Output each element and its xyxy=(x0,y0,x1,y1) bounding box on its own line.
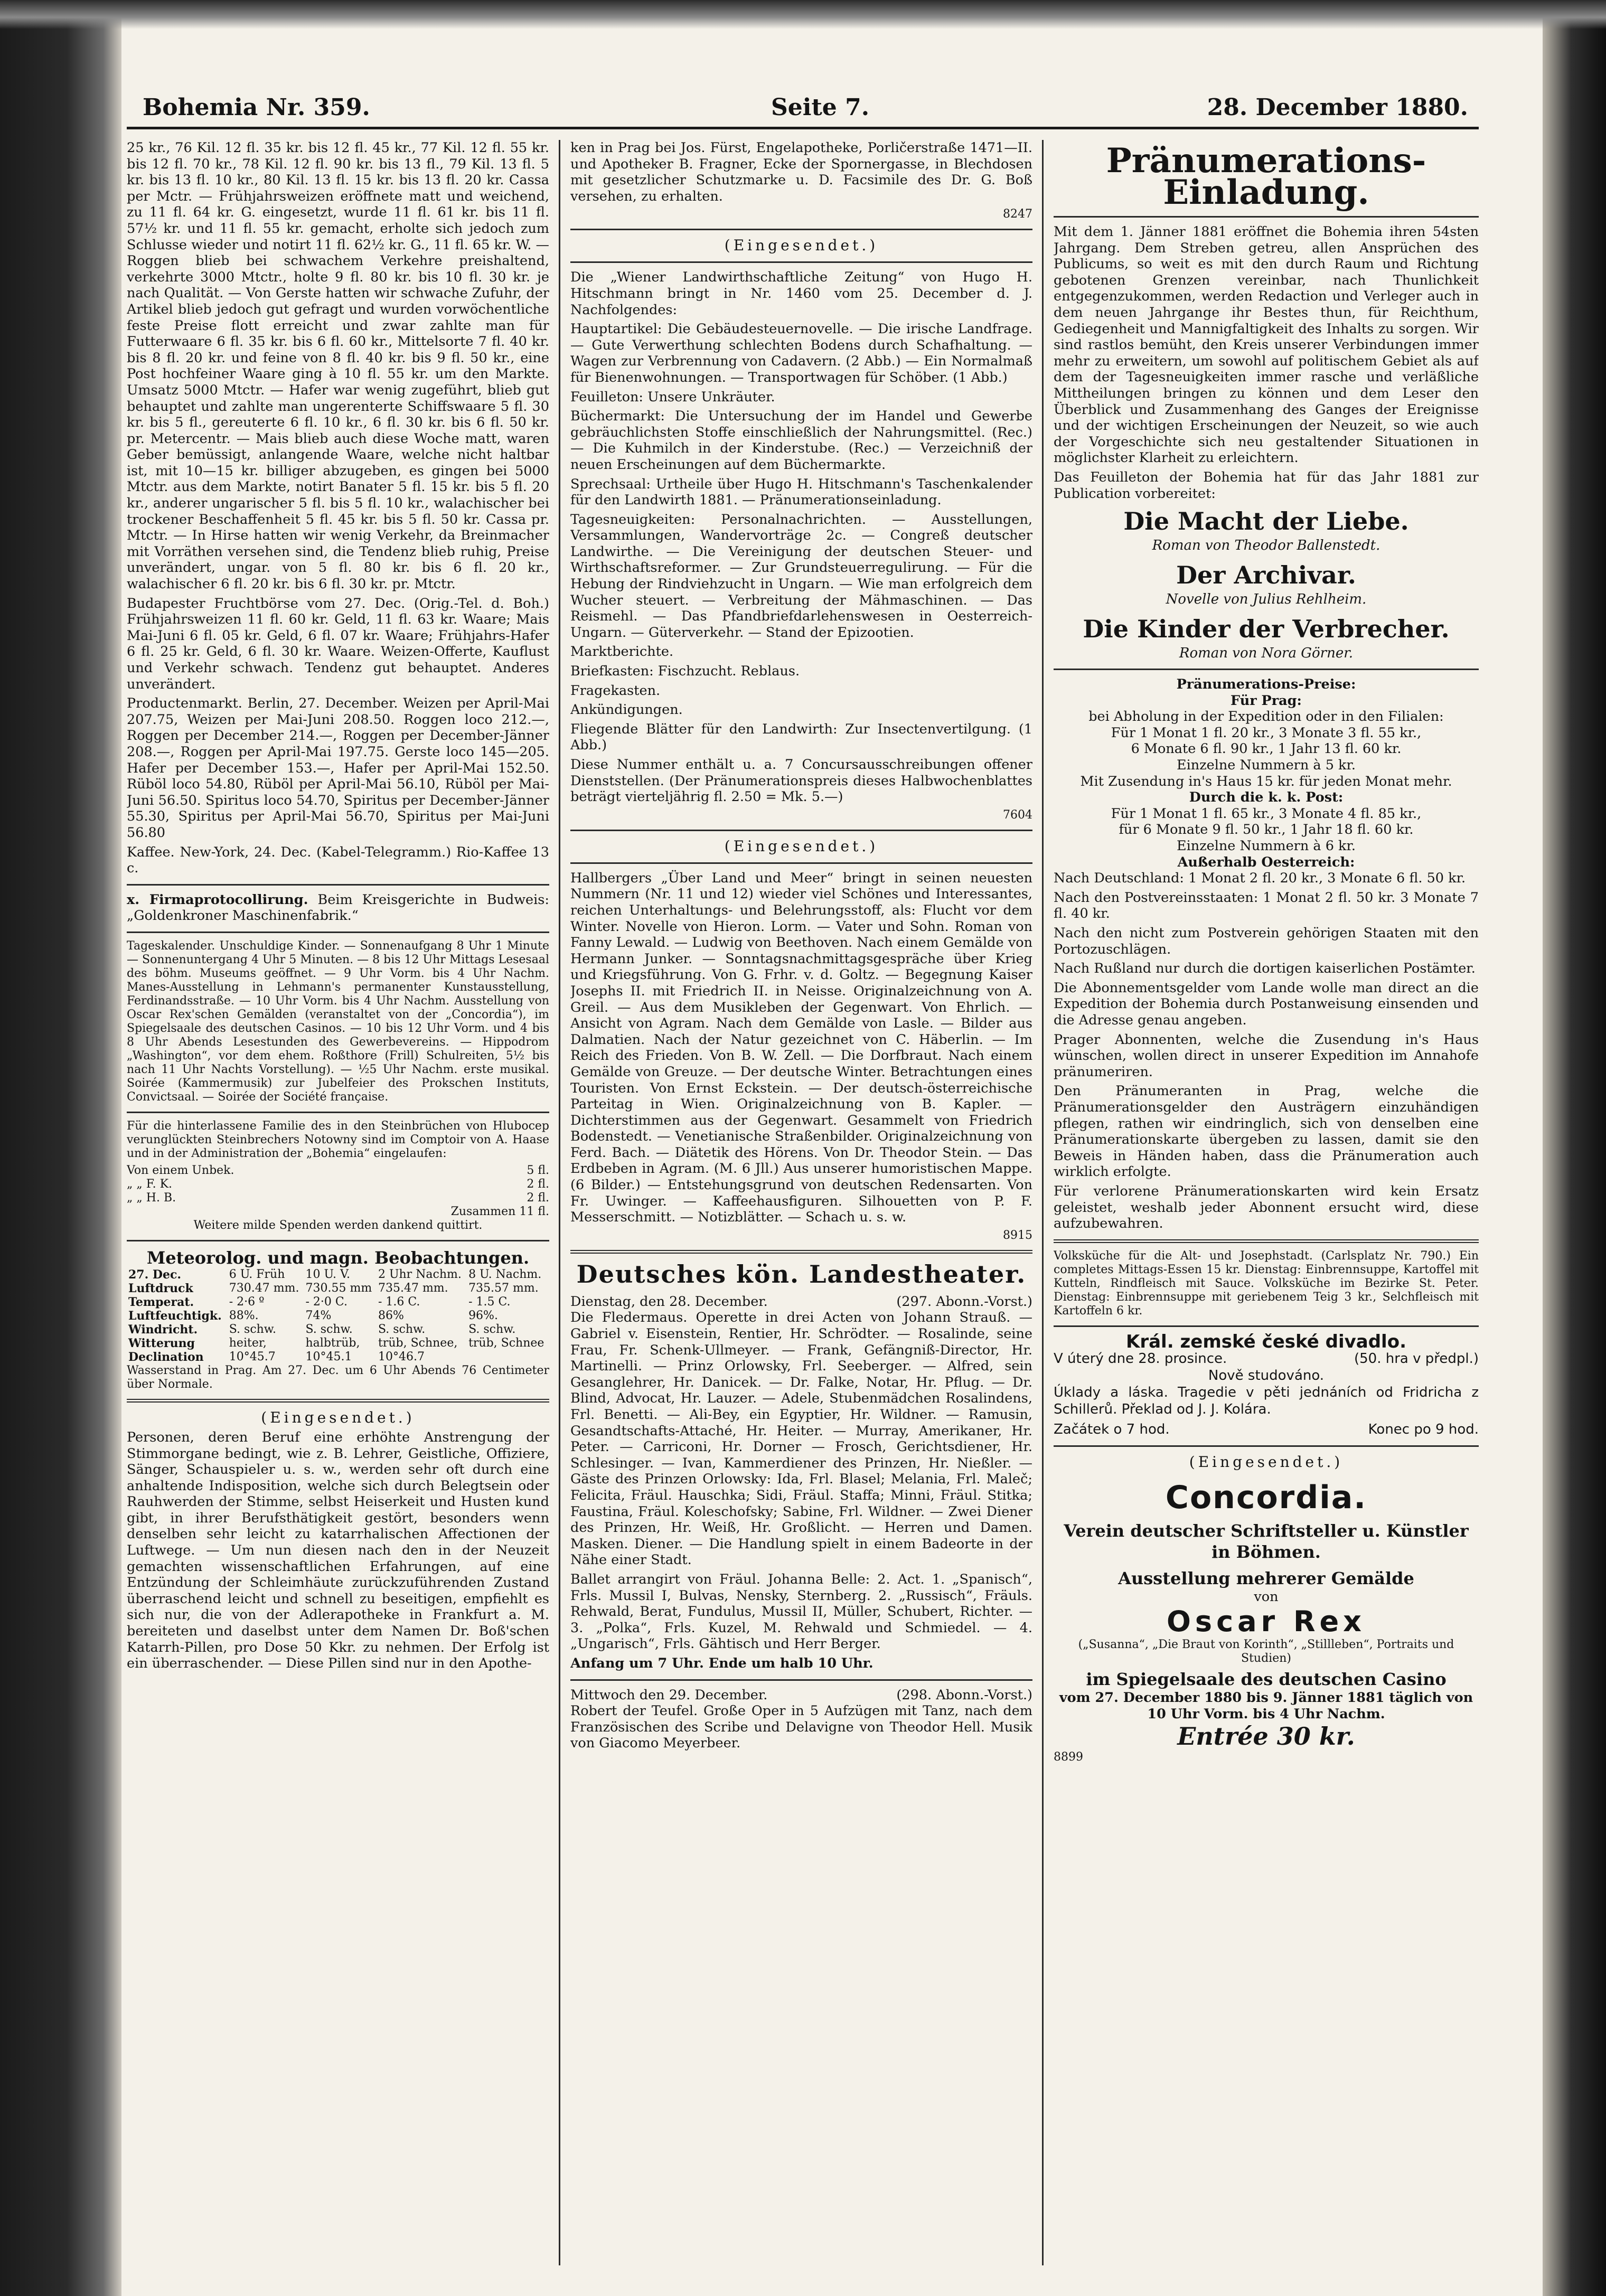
list-item: Diese Nummer enthält u. a. 7 Concursausschreibungen offener Dienststellen. (Der Pränumerationspreis dieses Halbwochenblattes beträgt vierteljährig fl. 2.50 = Mk. 5.—) xyxy=(570,757,1032,805)
fuer-prag: Für Prag: xyxy=(1231,692,1302,709)
divider xyxy=(1054,1325,1479,1327)
czech-nove: Nově studováno. xyxy=(1208,1367,1325,1384)
novel-author: Roman von Theodor Ballenstedt. xyxy=(1152,538,1380,554)
notice-paragraph: Für verlorene Pränumerationskarten wird kein Ersatz geleistet, weshalb jeder Abonnent ersucht wird, diese aufzubewahren. xyxy=(1054,1183,1479,1232)
price-line: Nach den Postvereinsstaaten: 1 Monat 2 fl. 50 kr. 3 Monate 7 fl. 40 kr. xyxy=(1054,889,1479,922)
column-3 xyxy=(1054,140,1479,2265)
price-line: Einzelne Nummern à 5 kr. xyxy=(1177,757,1356,774)
theater-next-row xyxy=(570,1687,1032,1704)
verein-line: Verein deutscher Schriftsteller u. Künstler in Böhmen. xyxy=(1064,1520,1469,1562)
theater-abonn: (297. Abonn.-Vorst.) xyxy=(896,1293,1032,1310)
spiegelsaal-line: im Spiegelsaale des deutschen Casino xyxy=(1086,1669,1447,1690)
abonnement-notes xyxy=(1054,980,1479,1232)
price-line: Nach den nicht zum Postverein gehörigen Staaten mit den Portozuschlägen. xyxy=(1054,925,1479,957)
list-item: Hauptartikel: Die Gebäudesteuernovelle. — Die irische Landfrage. — Gute Verwerthung schlechten Bodens durch Schafhaltung. — Wagen zur Verbrennung von Cadavern. (2 Abb.) — Ein Normalmaß für Bienenwohnungen. — Transportwagen für Schöber. (1 Abb.) xyxy=(570,321,1032,385)
fledermaus-cast: Die Fledermaus. Operette in drei Acten von Johann Strauß. — Gabriel v. Eisenstein, Rentier, Hr. Schrödter. — Rosalinde, seine Frau, Fr. Schenk-Ullmeyer. — Frank, Gefängniß-Director, Hr. Martinelli. — Prinz Orlowsky, Frl. Seeberger. — Alfred, sein Gesanglehrer, Hr. Danicek. — Dr. Falke, Notar, Hr. Pflug. — Dr. Blind, Advocat, Hr. Lauzer. — Adele, Stubenmädchen Rosalindens, Frl. Benetti. — Ali-Bey, ein Egyptier, Hr. Wildner. — Ramusin, Gesandtschafts-Attaché, Hr. Heiter. — Murray, Amerikaner, Hr. Peter. — Carriconi, Hr. Dorner — Frosch, Gerichtsdiener, Hr. Schlesinger. — Ivan, Kammerdiener des Prinzen, Hr. Nießler. — Gäste des Prinzen Orlowsky: Ida, Frl. Blasel; Melania, Frl. Maleč; Felicita, Fräul. Hauschka; Sidi, Fräul. Staffa; Minni, Fräul. Stitka; Faustina, Fräul. Koleschofsky; Sabine, Frl. Wildner. — Zwei Diener des Prinzen, Hr. Weiß, Hr. Großlicht. — Herren und Damen. Masken. Diener. — Die Handlung spielt in einem Badeorte in der Nähe einer Stadt. xyxy=(570,1310,1032,1568)
price-line: Einzelne Nummern à 6 kr. xyxy=(1177,838,1356,854)
list-item: Feuilleton: Unsere Unkräuter. xyxy=(570,389,775,405)
table-row: 27. Dec. 6 U. Früh 10 U. V. 2 Uhr Nachm. 8 U. Nachm. xyxy=(128,1267,542,1282)
list-item: Fliegende Blätter für den Landwirth: Zur Insectenvertilgung. (1 Abb.) xyxy=(570,721,1032,754)
price-line: 6 Monate 6 fl. 90 kr., 1 Jahr 13 fl. 60 kr. xyxy=(1131,741,1402,757)
market-paragraph: Productenmarkt. Berlin, 27. December. Weizen per April-Mai 207.75, Weizen per Mai-Juni 208.50. Roggen loco 212.—, Roggen per December 214.—, Roggen per December-Jänner 208.—, Roggen per April-Mai 197.75. Gerste loco 145—205. Hafer per December 153.—, Hafer per April-Mai 152.50. Rüböl loco 54.80, Rüböl per April-Mai 56.10, Rüböl per Mai-Juni 56.50. Spiritus loco 54.70, Spiritus per December-Jänner 55.30, Spiritus per April-Mai 56.70, Spiritus per Mai-Juni 56.80 xyxy=(127,695,549,841)
divider xyxy=(570,862,1032,864)
notice-paragraph: Den Pränumeranten in Prag, welche die Pränumerationsgelder den Austrägern einzuhändigen pflegen, rathen wir eindringlich, sich von denselben eine Pränumerationskarte übergeben zu lassen, damit sie den Beweis in Händen haben, dass die Pränumeration auch wirklich erfolgte. xyxy=(1054,1083,1479,1180)
meteo-table xyxy=(127,1268,549,1364)
price-line: Nach Rußland nur durch die dortigen kaiserlichen Postämter. xyxy=(1054,961,1476,977)
wiener-contents xyxy=(570,321,1032,805)
spenden-list xyxy=(127,1164,549,1232)
praenumeration-intro: Mit dem 1. Jänner 1881 eröffnet die Bohemia ihren 54sten Jahrgang. Dem Streben getreu, allen Ansprüchen des Publicums, so weit es mit den durch Raum und Richtung gebotenen Grenzen vereinbar, nach Thunlichkeit entgegenzukommen, werden Redaction und Verleger auch in dem neuen Jahrgange ihr Bestes thun, für Reichthum, Gediegenheit und Mannigfaltigkeit des Inhalts zu sorgen. Wir sind rastlos bemüht, den Kreis unserer Verbindungen immer mehr zu erweitern, um sowohl auf politischem Gebiet als auf dem der Tagesneuigkeiten immer rasche und verläßliche Mittheilungen bringen zu können und dem Leser den Überblick und Zusammenhang des Ganges der Ereignisse und der wichtigen Erscheinungen der Neuzeit, so wie auch der Vorgeschichte sich neu gestaltender Situationen in möglichster Klarheit zu erleichtern. xyxy=(1054,224,1479,466)
divider xyxy=(127,884,549,886)
czech-theater xyxy=(1054,1333,1479,1438)
table-row: Declination 10°45.7 10°45.1 10°46.7 xyxy=(128,1350,425,1364)
exhibition-dates: vom 27. December 1880 bis 9. Jänner 1881 täglich von 10 Uhr Vorm. bis 4 Uhr Nachm. xyxy=(1059,1690,1473,1722)
pillen-continued: ken in Prag bei Jos. Fürst, Engelapotheke, Porličerstraße 1471—II. und Apotheker B. Fragner, Ecke der Spornergasse, in Blechdosen mit gesetzlicher Schutzmarke u. D. Facsimile des Dr. G. Boß versehen, zu erhalten. xyxy=(570,140,1032,204)
novel-title: Die Macht der Liebe. xyxy=(1123,507,1409,536)
price-line: Mit Zusendung in's Haus 15 kr. für jeden Monat mehr. xyxy=(1080,773,1452,789)
ballet-cast: Ballet arrangirt von Fräul. Johanna Belle: 2. Act. 1. „Spanisch“, Frls. Mussil I, Bulvas, Nensky, Sternberg. 2. „Russisch“, Fräuls. Rehwald, Berat, Fundulus, Mussil II, Müller, Schubert, Richter. — 3. „Polka“, Frls. Kuzel, M. Rehwald und Schmiedel. — 4. „Ungarisch“, Frls. Gähtisch und Herr Berger. xyxy=(570,1571,1032,1652)
list-item: Fragekasten. xyxy=(570,682,661,699)
issue-date: 28. December 1880. xyxy=(1207,94,1468,121)
prag-prices xyxy=(1054,709,1479,789)
masthead-issue: Bohemia Nr. 359. xyxy=(143,94,370,121)
concordia-title: Concordia. xyxy=(1165,1479,1367,1516)
von-line: von xyxy=(1254,1588,1279,1605)
column-2 xyxy=(570,140,1032,2265)
divider xyxy=(127,1112,549,1113)
spenden-total: Zusammen 11 fl. xyxy=(450,1205,549,1218)
wiener-intro: Die „Wiener Landwirthschaftliche Zeitung“ von Hugo H. Hitschmann bringt in Nr. 1460 vom 25. December d. J. Nachfolgendes: xyxy=(570,269,1032,318)
list-item: Ankündigungen. xyxy=(570,702,683,718)
novel-author: Roman von Nora Görner. xyxy=(1179,645,1354,662)
ad-number: 8899 xyxy=(1054,1751,1083,1764)
works-list: („Susanna“, „Die Braut von Korinth“, „Stillleben“, Portraits und Studien) xyxy=(1078,1638,1454,1665)
theater-next-abonn: (298. Abonn.-Vorst.) xyxy=(896,1687,1032,1703)
robert-der-teufel: Robert der Teufel. Große Oper in 5 Aufzügen mit Tanz, nach dem Französischen des Scribe und Delavigne von Theodor Hell. Musik von Giacomo Meyerbeer. xyxy=(570,1703,1032,1752)
price-line: bei Abholung in der Expedition oder in den Filialen: xyxy=(1088,709,1444,725)
table-row: Luftfeuchtigk. 88%. 74% 86% 96%. xyxy=(128,1309,498,1323)
praenumeration-title: Pränumerations-Einladung. xyxy=(1106,141,1426,212)
divider xyxy=(127,1240,549,1241)
firma-text: Beim Kreisgerichte in Budweis: „Goldenkroner Maschinenfabrik.“ xyxy=(127,891,549,924)
czech-times: Začátek o 7 hod. Konec po 9 hod. xyxy=(1054,1421,1479,1437)
list-item: Marktberichte. xyxy=(570,644,674,660)
scan-edge-top xyxy=(0,0,1606,29)
divider xyxy=(570,229,1032,230)
list-item: Sprechsaal: Urtheile über Hugo H. Hitschmann's Taschenkalender für den Landwirth 1881. — Pränumerationseinladung. xyxy=(570,476,1032,509)
ad-number: 8247 xyxy=(1003,208,1032,221)
list-item: „ „ F. K. 2 fl. xyxy=(127,1177,549,1191)
table-row: Witterung heiter, halbtrüb, trüb, Schnee, trüb, Schnee xyxy=(128,1336,544,1350)
market-paragraph: Budapester Fruchtbörse vom 27. Dec. (Orig.-Tel. d. Boh.) Frühjahrsweizen 11 fl. 60 kr. Geld, 11 fl. 63 kr. Waare; Mais Mai-Juni 6 fl. 05 kr. Geld, 6 fl. 07 kr. Waare; Frühjahrs-Hafer 6 fl. 25 kr. Geld, 6 fl. 30 kr. Waare. Weizen-Offerte, Kauflust und Verkehr schwach. Tendenz gut behauptet. Anderes unverändert. xyxy=(127,595,549,692)
tageskalender: Tageskalender. Unschuldige Kinder. — Sonnenaufgang 8 Uhr 1 Minute — Sonnenuntergang 4 Uhr 5 Minuten. — 8 bis 12 Uhr Mittags Lesesaal des böhm. Museums geöffnet. — 9 Uhr Vorm. bis 4 Uhr Nachm. Manes-Ausstellung in Lehmann's permanenter Kunstausstellung, Ferdinandsstraße. — 10 Uhr Vorm. bis 4 Uhr Nachm. Ausstellung von Oscar Rex'schen Gemälden (veranstaltet von der „Concordia“), im Spiegelsaale des deutschen Casinos. — 10 bis 12 Uhr Vorm. und 4 bis 8 Uhr Abends Lesestunden des Gewerbevereins. — Hippodrom „Washington“, vor dem ehem. Roßthore (Frill) Schulreiten, 5½ bis nach 11 Uhr Nachts Vorstellung). — ½5 Uhr Nachm. erste musikal. Soirée (Kammermusik) zur Jubelfeier des Prokschen Instituts, Convictsaal. — Soirée der Société française. xyxy=(127,939,549,1104)
price-line: Nach Deutschland: 1 Monat 2 fl. 20 kr., 3 Monate 6 fl. 50 kr. xyxy=(1054,870,1466,887)
theater-next-date: Mittwoch den 29. December. xyxy=(570,1687,768,1703)
newspaper-page xyxy=(127,79,1479,2265)
table-row: Luftdruck 730.47 mm. 730.55 mm 735.47 mm. 735.57 mm. xyxy=(128,1281,539,1295)
list-item: Von einem Unbek. 5 fl. xyxy=(127,1163,549,1177)
novel-title: Die Kinder der Verbrecher. xyxy=(1083,615,1450,644)
spenden-intro: Für die hinterlassene Familie des in den Steinbrüchen von Hlubocep verunglückten Steinbrechers Notowny sind im Comptoir von A. Haase und in der Administration der „Bohemia“ eingelaufen: xyxy=(127,1119,549,1160)
divider xyxy=(570,1250,1032,1254)
divider xyxy=(570,261,1032,263)
ausstellung-line: Ausstellung mehrerer Gemälde xyxy=(1118,1568,1414,1588)
theater-title: Deutsches kön. Landestheater. xyxy=(576,1259,1027,1288)
entree-price: Entrée 30 kr. xyxy=(1177,1722,1355,1751)
page-number: Seite 7. xyxy=(771,94,870,121)
theater-date: Dienstag, den 28. December. xyxy=(570,1293,768,1310)
scan-edge-right xyxy=(1543,0,1606,2296)
czech-theater-title: Král. zemské české divadlo. xyxy=(1126,1331,1406,1352)
column-1 xyxy=(127,140,549,2265)
eingesendet-label: (Eingesendet.) xyxy=(724,237,879,255)
table-row: Temperat. - 2·6 º - 2·0 C. - 1.6 C. - 1.5 C. xyxy=(128,1295,511,1309)
column-rule xyxy=(1042,140,1044,2265)
market-paragraph: Kaffee. New-York, 24. Dec. (Kabel-Telegramm.) Rio-Kaffee 13 c. xyxy=(127,844,549,877)
ausser-prices xyxy=(1054,870,1479,977)
ad-number: 7604 xyxy=(1003,808,1032,822)
oscar-rex: Oscar Rex xyxy=(1167,1605,1366,1639)
czech-play: Úklady a láska. Tragedie v pěti jednáních od Fridricha z Schillerů. Překlad od J. J. Kolára. xyxy=(1054,1384,1479,1417)
divider xyxy=(1054,1445,1479,1447)
wasserstand: Wasserstand in Prag. Am 27. Dec. um 6 Uhr Abends 76 Centimeter über Normale. xyxy=(127,1363,549,1391)
divider xyxy=(570,1679,1032,1681)
list-item: Briefkasten: Fischzucht. Reblaus. xyxy=(570,663,800,680)
spenden-note: Weitere milde Spenden werden dankend quittirt. xyxy=(193,1218,483,1232)
market-paragraph: 25 kr., 76 Kil. 12 fl. 35 kr. bis 12 fl. 45 kr., 77 Kil. 12 fl. 55 kr. bis 12 fl. 70 kr., 78 Kil. 12 fl. 90 kr. bis 13 fl., 79 Kil. 13 fl. 5 kr. bis 13 fl. 10 kr., 80 Kil. 13 fl. 15 kr. bis 13 fl. 20 kr. Cassa per Mctr. — Frühjahrsweizen eröffnete matt und weichend, zu 11 fl. 64 kr. G. eingesetzt, wurde 11 fl. 61 kr. bis 11 fl. 57½ kr. und 11 fl. 55 kr. gemacht, erholte sich jedoch zum Schlusse wieder und notirt 11 fl. 62½ kr. G., 11 fl. 65 kr. W. — Roggen blieb bei schwachem Verkehre preishaltend, verkehrte 3000 Mtctr., holte 9 fl. 80 kr. bis 10 fl. 30 kr. je nach Qualität. — Von Gerste hatten wir schwache Zufuhr, der Artikel blieb jedoch gut gefragt und wurden vorwöchentliche feste Preise flott erreicht und zwar zahlte man für Futterwaare 6 fl. 35 kr. bis 6 fl. 60 kr., Mittelsorte 7 fl. 40 kr. bis 8 fl. 20 kr. und feine von 8 fl. 40 kr. bis 9 fl. 50 kr., eine Post hochfeiner Waare ging à 10 fl. 55 kr. um den Markte. Umsatz 5000 Mtctr. — Hafer war wenig zugeführt, blieb gut behauptet und zahlte man ungerenterte Schiffswaare 5 fl. 30 kr. bis 5 fl., gereuterte 6 fl. 10 kr., 6 fl. 30 kr. bis 6 fl. 50 kr. pr. Metercentr. — Mais blieb auch diese Woche matt, waren Geber bemüssigt, anlangende Waare, welche nicht haltbar ist, mit 10—15 kr. billiger abzugeben, es gingen bei 5000 Mtctr. aus dem Markte, notirt Banater 5 fl. 15 kr. bis 5 fl. 20 kr., anderer ungarischer 5 fl. bis 5 fl. 10 kr., walachischer bei trockener Beschaffenheit 5 fl. 45 kr. bis 5 fl. 50 kr. Cassa pr. Mtctr. — In Hirse hatten wir wenig Verkehr, da Breinmacher mit Vorräthen versehen sind, die Tendenz blieb ruhig, Preise unverändert, ungar. von 5 fl. 80 kr. bis 6 fl. 20 kr., walachischer 6 fl. 20 kr. bis 6 fl. 30 kr. pr. Mtctr. xyxy=(127,140,549,592)
notice-paragraph: Prager Abonnenten, welche die Zusendung in's Haus wünschen, wollen direct in unserer Expedition im Annahofe pränumeriren. xyxy=(1054,1031,1479,1080)
hallberger-ad: Hallbergers „Über Land und Meer“ bringt in seinen neuesten Nummern (Nr. 11 und 12) wieder viel Schönes und Interessantes, reichen Unterhaltungs- und Belehrungsstoff, als: Flucht vor dem Winter. Novelle von Hieron. Lorm. — Vater und Sohn. Roman von Fanny Lewald. — Ludwig von Beethoven. Nach einem Gemälde von Hermann Junker. — Sonntagsnachmittagsgespräche über Krieg und Kriegsführung. Von G. Frhr. v. d. Goltz. — Begegnung Kaiser Josephs II. mit Friedrich II. in Neisse. Originalzeichnung von A. Greil. — Aus dem Musikleben der Gegenwart. Von Ehrlich. — Ansicht von Agram. Nach dem Gemälde von Lasle. — Bilder aus Dalmatien. Nach der Natur gezeichnet von C. Häberlin. — Im Reich des Frieden. Von B. W. Zell. — Die Dorfbraut. Nach einem Gemälde von Greuze. — Der deutsche Winter. Betrachtungen eines Touristen. Von Ernst Eckstein. — Der deutsch-österreichische Parteitag in Wien. Originalzeichnung von B. Kapler. — Dichterstimmen aus der Gegenwart. Gesammelt von Friedrich Bodenstedt. — Venetianische Straßenbilder. Originalzeichnung von Ferd. Bach. — Diätetik des Hörens. Von Dr. Theodor Stein. — Das Erdbeben in Agram. (M. 6 Jll.) Aus unserer humoristischen Mappe. (6 Bilder.) — Entstehungsgrund von deutschen Redensarten. Von Fr. Uwinger. — Kaffeehausfiguren. Silhouetten von P. F. Messerschmitt. — Notizblätter. — Schach u. s. w. xyxy=(570,870,1032,1226)
novel-author: Novelle von Julius Rehlheim. xyxy=(1166,591,1367,608)
price-line: Für 1 Monat 1 fl. 65 kr., 3 Monate 4 fl. 85 kr., xyxy=(1111,805,1422,822)
column-rule xyxy=(559,140,560,2265)
ad-number: 8915 xyxy=(1003,1228,1032,1242)
divider xyxy=(1054,1239,1479,1243)
divider xyxy=(127,931,549,933)
eingesendet-label: (Eingesendet.) xyxy=(1189,1453,1344,1471)
post-title: Durch die k. k. Post: xyxy=(1189,789,1344,806)
eingesendet-label: (Eingesendet.) xyxy=(261,1408,415,1426)
running-head xyxy=(127,79,1479,129)
list-item: Büchermarkt: Die Untersuchung der im Handel und Gewerbe gebräuchlichsten Stoffe einschließlich der Nahrungsmittel. (Rec.) — Die Kuhmilch in der Kinderstube. (Rec.) — Verzeichniß der neuen Erscheinungen auf dem Büchermarkte. xyxy=(570,408,1032,473)
list-item: „ „ H. B. 2 fl. xyxy=(127,1191,549,1205)
list-item: Tagesneuigkeiten: Personalnachrichten. — Ausstellungen, Versammlungen, Wandervorträge 2c. — Congreß deutscher Landwirthe. — Die Vereinigung der deutschen Steuer- und Wirthschaftsreformer. — Zur Grundsteuerregulirung. — Für die Hebung der Rindviehzucht in Ungarn. — Wie man erfolgreich dem Wucher steuert. — Verbreitung der Mähmaschinen. — Das Reismehl. — Das Pfandbriefdarlehenswesen in Oesterreich-Ungarn. — Güterverkehr. — Stand der Epizootien. xyxy=(570,511,1032,641)
preise-title: Pränumerations-Preise: xyxy=(1176,676,1356,693)
novel-title: Der Archivar. xyxy=(1176,561,1356,590)
table-row: Windricht. S. schw. S. schw. S. schw. S. schw. xyxy=(128,1322,516,1337)
meteo-title: Meteorolog. und magn. Beobachtungen. xyxy=(146,1247,530,1268)
eingesendet-label: (Eingesendet.) xyxy=(724,837,879,855)
ausser-title: Außerhalb Oesterreich: xyxy=(1177,854,1355,870)
feuilleton-intro: Das Feuilleton der Bohemia hat für das Jahr 1881 zur Publication vorbereitet: xyxy=(1054,469,1479,502)
divider xyxy=(1054,669,1479,670)
firma-title: x. Firmaprotocollirung. xyxy=(127,891,308,908)
price-line: für 6 Monate 9 fl. 50 kr., 1 Jahr 18 fl. 60 kr. xyxy=(1119,822,1414,838)
volkskueche: Volksküche für die Alt- und Josephstadt. (Carlsplatz Nr. 790.) Ein completes Mittags-Essen 15 kr. Dienstag: Einbrennsuppe, Kartoffel mit Kutteln, Rindfleisch mit Sauce. Volksküche im Bezirke St. Peter. Dienstag: Einbrennsuppe mit geriebenem Teig 3 kr., Selchfleisch mit Kartoffeln 6 kr. xyxy=(1054,1249,1479,1318)
market-report xyxy=(127,140,549,877)
theater-date-row xyxy=(570,1294,1032,1310)
price-line: Für 1 Monat 1 fl. 20 kr., 3 Monate 3 fl. 55 kr., xyxy=(1111,724,1422,741)
katarrh-pillen-ad: Personen, deren Beruf eine erhöhte Anstrengung der Stimmorgane bedingt, wie z. B. Lehrer, Geistliche, Offiziere, Sänger, Schauspieler u. s. w., werden sehr oft durch eine anhaltende Indisposition, welche sich durch Belegtsein oder Rauhwerden der Stimme, selbst Heiserkeit und Husten kund gibt, in ihrer Berufsthätigkeit gestört, besonders wenn denselben sehr leicht zu katarrhalischen Affectionen der Luftwege. — Um nun diesen nach den in der Neuzeit gemachten wissenschaftlichen Erfahrungen, auf eine Entzündung der Schleimhäute zurückzuführenden Zustand überraschend leicht und schnell zu beseitigen, empfiehlt es sich nur, die von der Adlerapotheke in Frankfurt a. M. bereiteten und daselbst unter dem Namen Dr. Boß'schen Katarrh-Pillen, pro Dose 50 Kkr. zu nehmen. Der Erfolg ist ein überraschender. — Diese Pillen sind nur in den Apothe- xyxy=(127,1429,549,1672)
post-prices xyxy=(1054,806,1479,854)
scan-edge-left xyxy=(0,0,121,2296)
czech-date-row: V úterý dne 28. prosince. (50. hra v předpl.) xyxy=(1054,1350,1479,1367)
notice-paragraph: Die Abonnementsgelder vom Lande wolle man direct an die Expedition der Bohemia durch Postanweisung einsenden und die Adresse genau angeben. xyxy=(1054,980,1479,1028)
divider xyxy=(1054,216,1479,218)
theater-times: Anfang um 7 Uhr. Ende um halb 10 Uhr. xyxy=(570,1655,874,1671)
divider xyxy=(570,830,1032,831)
divider xyxy=(127,1399,549,1403)
